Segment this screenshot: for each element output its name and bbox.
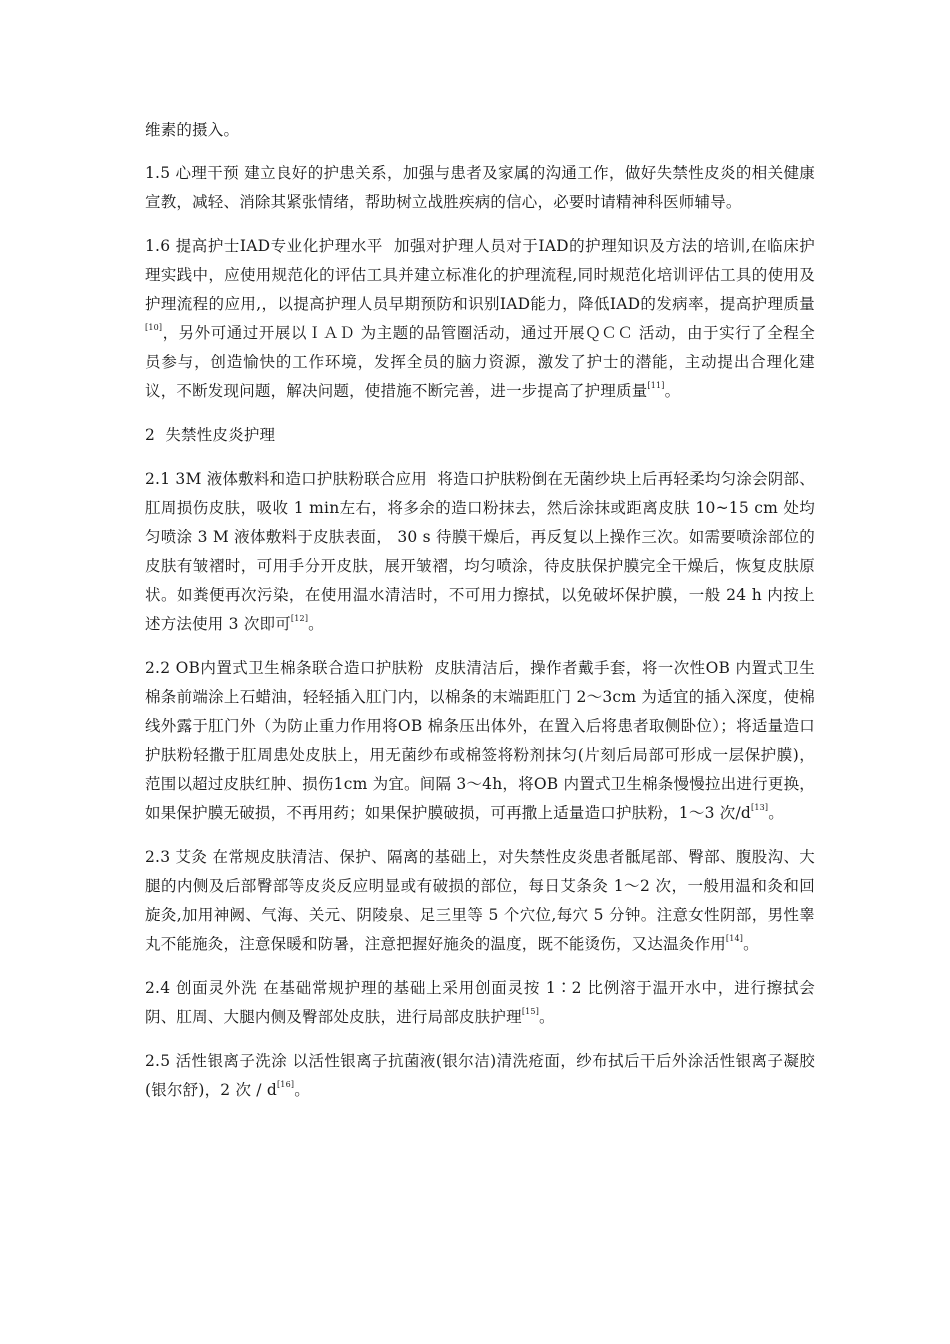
body-text: ，另外可通过开展以ＩＡＤ 为主题的品管圈活动，通过开展ＱＣＣ 活动，由于实行了全程全员参与，创造愉快的工作环境，发挥全员的脑力资源，激发了护士的潜能，主动提出合理化建议，不断发现问题，解决问题，使措施不断完善，进一步提高了护理质量 — [145, 324, 815, 400]
body-text: 皮肤清洁后，操作者戴手套，将一次性OB 内置式卫生棉条前端涂上石蜡油，轻轻插入肛门内，以棉条的末端距肛门 2～3cm 为适宜的插入深度，使棉线外露于肛门外（为防止重力作用将OB 棉条压出体外，在置入后将患者取侧卧位）；将适量造口护肤粉轻撒于肛周患处皮肤上，用无菌纱布或棉签将粉剂抹匀(片刻后局部可形成一层保护膜)，范围以超过皮肤红肿、损伤1cm 为宜。间隔 3～4h，将OB 内置式卫生棉条慢慢拉出进行更换， 如果保护膜无破损，不再用药；如果保护膜破损，可再撒上适量造口护肤粉，1～3 次/d — [145, 659, 815, 822]
citation-ref: [13] — [751, 802, 769, 812]
body-text: 。 — [539, 1008, 555, 1026]
section-heading: 2.3 艾灸 — [145, 848, 213, 866]
section-heading: 1.6 提高护士IAD专业化护理水平 — [145, 237, 394, 255]
body-text: 在常规皮肤清洁、保护、隔离的基础上，对失禁性皮炎患者骶尾部、臀部、腹股沟、大腿的内侧及后部臀部等皮炎反应明显或有破损的部位，每日艾条灸 1～2 次，一般用温和灸和回旋灸,加用神阙、气海、关元、阴陵泉、足三里等 5 个穴位,每穴 5 分钟。注意女性阴部，男性睾丸不能施灸，注意保暖和防暑，注意把握好施灸的温度，既不能烫伤，又达温灸作用 — [145, 848, 816, 953]
paragraph — [145, 1047, 815, 1105]
paragraph — [145, 465, 815, 639]
citation-ref: [12] — [290, 613, 309, 623]
section-heading: 2.2 OB内置式卫生棉条联合造口护肤粉 — [145, 659, 435, 677]
section-heading: 2 失禁性皮炎护理 — [145, 426, 276, 444]
paragraph — [145, 421, 815, 450]
body-text: 在基础常规护理的基础上采用创面灵按 1∶2 比例溶于温开水中，进行擦拭会阴、肛周、大腿内侧及臀部处皮肤，进行局部皮肤护理 — [145, 979, 815, 1026]
citation-ref: [11] — [647, 380, 665, 390]
body-text: 加强对护理人员对于IAD的护理知识及方法的培训,在临床护理实践中，应使用规范化的评估工具并建立标准化的护理流程,同时规范化培训评估工具的使用及护理流程的应用,，以提高护理人员早期预防和识别IAD能力，降低IAD的发病率，提高护理质量 — [145, 237, 815, 313]
body-text: 以活性银离子抗菌液(银尔洁)清洗疮面，纱布拭后干后外涂活性银离子凝胶(银尔舒)，2 次 / d — [145, 1052, 815, 1099]
body-text: 。 — [664, 382, 681, 400]
section-heading: 2.4 创面灵外洗 — [145, 979, 264, 997]
section-heading: 2.1 3M 液体敷料和造口护肤粉联合应用 — [145, 470, 438, 488]
paragraph — [145, 654, 815, 828]
citation-ref: [16] — [276, 1079, 295, 1089]
body-text: 将造口护肤粉倒在无菌纱块上后再轻柔均匀涂会阴部、肛周损伤皮肤，吸收 1 min左右，将多余的造口粉抹去，然后涂抹或距离皮肤 10~15 cm 处均匀喷涂 3 M 液体敷料于皮肤表面， 30 s 待膜干燥后，再反复以上操作三次。如需要喷涂部位的皮肤有皱褶时，可用手分开皮肤，展开皱褶，均匀喷涂，待皮肤保护膜完全干燥后，恢复皮肤原状。如粪便再次污染，在使用温水清洁时，不可用力擦拭，以免破坏保护膜，一般 24 h 内按上述方法使用 3 次即可 — [145, 470, 815, 633]
section-heading: 1.5 心理干预 — [145, 164, 245, 182]
body-text: 维素的摄入。 — [145, 121, 240, 139]
body-text: 。 — [294, 1081, 310, 1099]
paragraph — [145, 974, 815, 1032]
body-text: 建立良好的护患关系，加强与患者及家属的沟通工作，做好失禁性皮炎的相关健康宣教，减轻、消除其紧张情绪，帮助树立战胜疾病的信心，必要时请精神科医师辅导。 — [145, 164, 816, 211]
paragraph — [145, 232, 815, 406]
paragraph — [145, 843, 815, 959]
section-heading: 2.5 活性银离子洗涂 — [145, 1052, 293, 1070]
body-text: 。 — [768, 804, 784, 822]
paragraph — [145, 159, 815, 217]
citation-ref: [14] — [725, 933, 744, 943]
body-text: 。 — [308, 615, 324, 633]
document-body — [145, 116, 815, 1120]
citation-ref: [10] — [145, 322, 163, 332]
paragraph — [145, 116, 815, 145]
body-text: 。 — [743, 935, 759, 953]
citation-ref: [15] — [521, 1006, 540, 1016]
